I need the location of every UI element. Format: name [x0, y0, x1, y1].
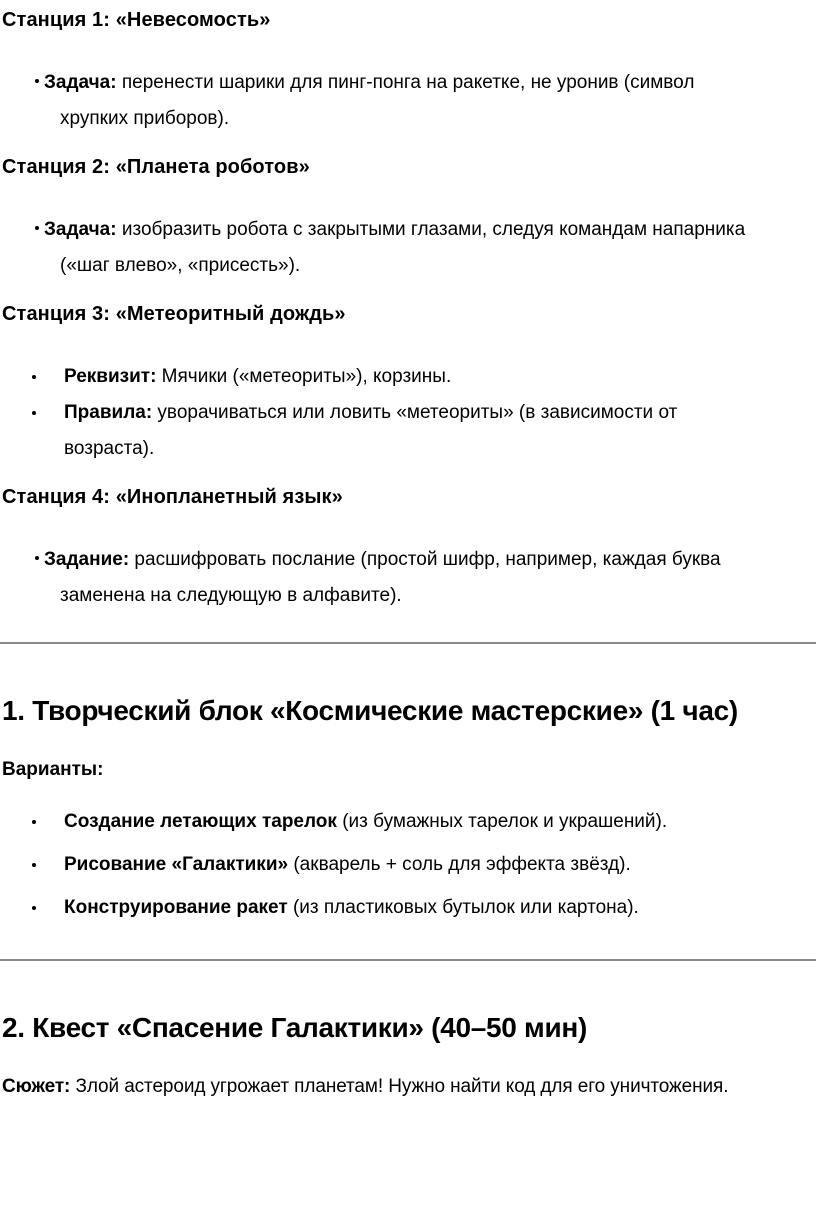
creative-block-heading: 1. Творческий блок «Космические мастерские» (1 час) [2, 695, 738, 726]
item-text: Мячики («метеориты»), корзины. [156, 366, 452, 387]
list-item [2, 890, 762, 926]
plot-text: Злой астероид угрожает планетам! Нужно найти код для его уничтожения. [70, 1076, 729, 1097]
bullet-icon [32, 820, 36, 824]
item-label: Правила: [64, 402, 153, 423]
station-2-list [2, 212, 808, 284]
section-divider [0, 959, 816, 961]
station-4-list [2, 542, 808, 614]
variants-label: Варианты: [2, 759, 104, 780]
item-label: Создание летающих тарелок [64, 811, 337, 832]
station-1-heading: Станция 1: «Невесомость» [2, 9, 271, 31]
list-item [2, 804, 762, 840]
item-text: (из бумажных тарелок и украшений). [336, 811, 668, 832]
list-item [2, 847, 762, 883]
item-text: перенести шарики для пинг-понга на ракетке, не уронив (символ хрупких приборов). [60, 72, 695, 129]
item-label: Реквизит: [64, 366, 157, 387]
item-text: расшифровать послание (простой шифр, например, каждая буква заменена на следующую в алфавите). [60, 549, 721, 606]
variants-list [2, 804, 808, 926]
plot-line [2, 1069, 808, 1105]
list-item [2, 65, 762, 137]
bullet-icon [32, 906, 36, 910]
bullet-icon [35, 226, 39, 230]
list-item [2, 359, 762, 395]
station-3-heading: Станция 3: «Метеоритный дождь» [2, 303, 346, 325]
quest-block-heading: 2. Квест «Спасение Галактики» (40–50 мин) [2, 1012, 588, 1043]
item-label: Рисование «Галактики» [64, 854, 289, 875]
plot-label: Сюжет: [2, 1076, 71, 1097]
station-3-list [2, 359, 808, 467]
station-1-list [2, 65, 808, 137]
bullet-icon [32, 411, 36, 415]
bullet-icon [32, 375, 36, 379]
bullet-icon [35, 556, 39, 560]
station-2-heading: Станция 2: «Планета роботов» [2, 156, 310, 178]
list-item [2, 395, 762, 467]
item-text: (из пластиковых бутылок или картона). [287, 897, 639, 918]
item-label: Задача: [44, 72, 117, 93]
station-4-heading: Станция 4: «Инопланетный язык» [2, 486, 343, 508]
item-text: (акварель + соль для эффекта звёзд). [288, 854, 631, 875]
item-label: Задача: [44, 219, 117, 240]
list-item [2, 542, 762, 614]
bullet-icon [35, 79, 39, 83]
item-label: Конструирование ракет [64, 897, 288, 918]
bullet-icon [32, 863, 36, 867]
section-divider [0, 642, 816, 644]
item-text: изобразить робота с закрытыми глазами, следуя командам напарника («шаг влево», «присесть»). [60, 219, 746, 276]
item-label: Задание: [44, 549, 130, 570]
item-text: уворачиваться или ловить «метеориты» (в зависимости от возраста). [64, 402, 678, 459]
list-item [2, 212, 762, 284]
